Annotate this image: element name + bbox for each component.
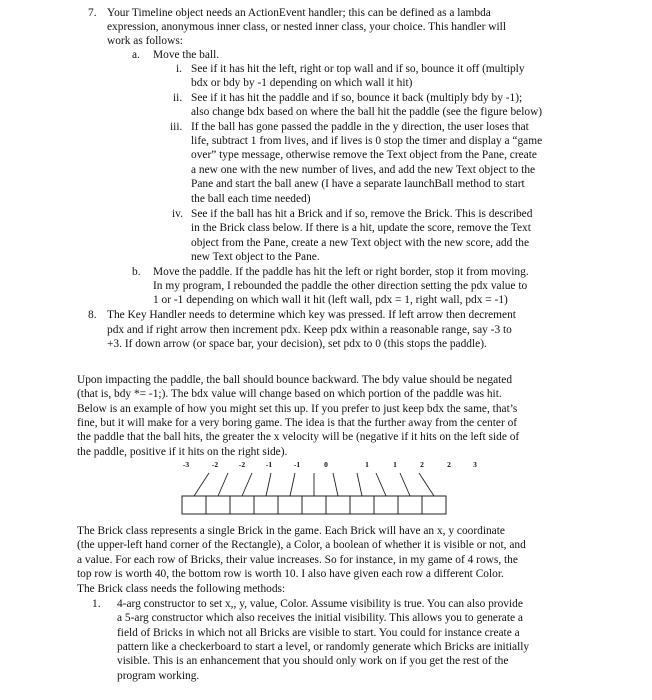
brick-item-1-line: pattern like a checkerboard to start a level, or randomly generate which Bricks are initially (117, 641, 530, 653)
deflection-lines (194, 473, 434, 496)
sub-item-line: object from the Pane, create a new Text object with the new score, add the (191, 237, 530, 249)
velocity-label: -3 (182, 460, 190, 469)
velocity-label: -1 (265, 460, 273, 469)
item-8-line: pdx and if right arrow then increment pdx. Keep pdx within a reasonable range, say -3 to (107, 324, 512, 336)
sub-item-label: ii. (173, 92, 183, 104)
paddle-segment (398, 496, 422, 514)
item-8-number: 8. (88, 309, 97, 321)
deflection-line (266, 473, 271, 496)
paddle-segment (374, 496, 398, 514)
paddle-segment (278, 496, 302, 514)
paddle-paragraph-line: Upon impacting the paddle, the ball should bounce backward. The bdy value should be negated (77, 374, 513, 386)
deflection-line (242, 473, 252, 496)
velocity-label: 3 (473, 460, 477, 469)
sub-item-label: iv. (172, 208, 183, 220)
sub-item-line: If the ball has gone passed the paddle in the y direction, the user loses that (191, 121, 529, 133)
deflection-line (333, 473, 338, 496)
brick-paragraph-line: The Brick class represents a single Brick in the game. Each Brick will have an x, y coordinate (77, 525, 505, 537)
deflection-line (376, 473, 386, 496)
deflection-line (194, 473, 209, 496)
brick-paragraph-line: top row is worth 40, the bottom row is worth 10. I also have given each row a different Color. (77, 568, 504, 580)
sub-item-line: a new one with the new number of lives, and add the new Text object to the (191, 164, 536, 176)
paddle-segment (326, 496, 350, 514)
velocity-label: 0 (324, 460, 328, 469)
brick-item-1-line: program working. (117, 670, 200, 682)
sub-item-line: See if it has hit the paddle and if so, bounce it back (multiply bdy by -1); (191, 92, 523, 104)
brick-item-1-line: a 5-arg constructor which also receives the initial visibility. This allows you to generate a (117, 612, 523, 624)
paddle-bounce-figure (168, 458, 488, 518)
paddle-segment (254, 496, 278, 514)
brick-item-1-line: 4-arg constructor to set x,, y, value, Color. Assume visibility is true. You can also provide (117, 598, 523, 610)
brick-item-1-line: field of Bricks in which not all Bricks are visible to start. You could for instance create a (117, 627, 520, 639)
item-7b-label: b. (132, 266, 141, 278)
paddle-segment (422, 496, 446, 514)
paddle-paragraph-line: the paddle that the ball hits, the greater the x velocity will be (negative if it hits on the left side of (77, 431, 520, 443)
item-8-line: The Key Handler needs to determine which key was pressed. If left arrow then decrement (107, 309, 516, 321)
deflection-line (218, 473, 228, 496)
sub-item-label: iii. (170, 121, 183, 133)
velocity-label: -1 (293, 460, 301, 469)
sub-item-line: the ball each time needed) (191, 193, 311, 205)
brick-item-1-number: 1. (92, 598, 101, 610)
sub-item-line: new Text object to the Pane. (191, 251, 320, 263)
paddle-segment (182, 496, 206, 514)
sub-item-line: Pane and start the ball anew (I have a separate launchBall method to start (191, 178, 525, 190)
paddle-paragraph-line: the paddle, positive if it hits on the right side). (77, 446, 288, 458)
sub-item-line: in the Brick class below. If there is a hit, update the score, remove the Text (191, 222, 531, 234)
paddle-paragraph-line: fine, but it will make for a very boring game. The idea is that the further away from the center of (77, 417, 518, 429)
paddle-segments (182, 496, 446, 514)
item-7b-line: 1 or -1 depending on which wall it hit (left wall, pdx = 1, right wall, pdx = -1) (153, 294, 508, 306)
item-7a-title: Move the ball. (153, 49, 220, 61)
item-7a-label: a. (132, 49, 140, 61)
paddle-segment (350, 496, 374, 514)
velocity-label: -2 (238, 460, 246, 469)
item-8-line: +3. If down arrow (or space bar, your decision), set pdx to 0 (this stops the paddle). (107, 338, 487, 350)
item-7b-line: Move the paddle. If the paddle has hit the left or right border, stop it from moving. (153, 266, 529, 278)
paddle-segment (302, 496, 326, 514)
item-7b-line: In my program, I rebounded the paddle the other direction setting the pdx value to (153, 280, 528, 292)
sub-item-line: also change bdx based on where the ball hit the paddle (see the figure below) (191, 106, 543, 118)
deflection-line (290, 473, 295, 496)
velocity-label: 1 (393, 460, 397, 469)
item-7-line: Your Timeline object needs an ActionEvent handler; this can be defined as a lambda (107, 7, 491, 19)
sub-item-line: See if it has hit the left, right or top wall and if so, bounce it off (multiply (191, 63, 525, 75)
velocity-label: 1 (365, 460, 369, 469)
brick-paragraph-line: (the upper-left hand corner of the Rectangle), a Color, a boolean of whether it is visible or not, and (77, 539, 526, 551)
item-7-number: 7. (88, 7, 97, 19)
brick-paragraph-line: a value. For each row of Bricks, their value increases. So for instance, in my game of 4 rows, the (77, 554, 518, 566)
sub-item-label: i. (176, 63, 183, 75)
velocity-labels (183, 460, 477, 469)
item-7-line: work as follows: (107, 35, 183, 47)
sub-item-line: over” type message, otherwise remove the Text object from the Pane, create (191, 149, 537, 161)
sub-item-line: See if the ball has hit a Brick and if so, remove the Brick. This is described (191, 208, 533, 220)
sub-item-line: life, subtract 1 from lives, and if lives is 0 stop the timer and display a “game (191, 135, 543, 147)
item-7-line: expression, anonymous inner class, or nested inner class, your choice. This handler will (107, 21, 507, 33)
velocity-label: 2 (420, 460, 424, 469)
velocity-label: 2 (447, 460, 451, 469)
brick-paragraph-line: The Brick class needs the following methods: (77, 583, 286, 595)
sub-item-line: bdx or bdy by -1 depending on which wall it hit) (191, 77, 413, 89)
paddle-paragraph-line: (that is, bdy *= -1;). The bdx value will change based on which portion of the paddle was hit. (77, 388, 502, 400)
deflection-line (419, 473, 434, 496)
paddle-segment (230, 496, 254, 514)
paddle-paragraph-line: Below is an example of how you might set this up. If you prefer to just keep bdx the same, that’s (77, 403, 518, 415)
paddle-segment (206, 496, 230, 514)
deflection-line (357, 473, 362, 496)
brick-item-1-line: visible. This is an enhancement that you should only work on if you get the rest of the (117, 655, 509, 667)
deflection-line (400, 473, 410, 496)
velocity-label: -2 (211, 460, 219, 469)
